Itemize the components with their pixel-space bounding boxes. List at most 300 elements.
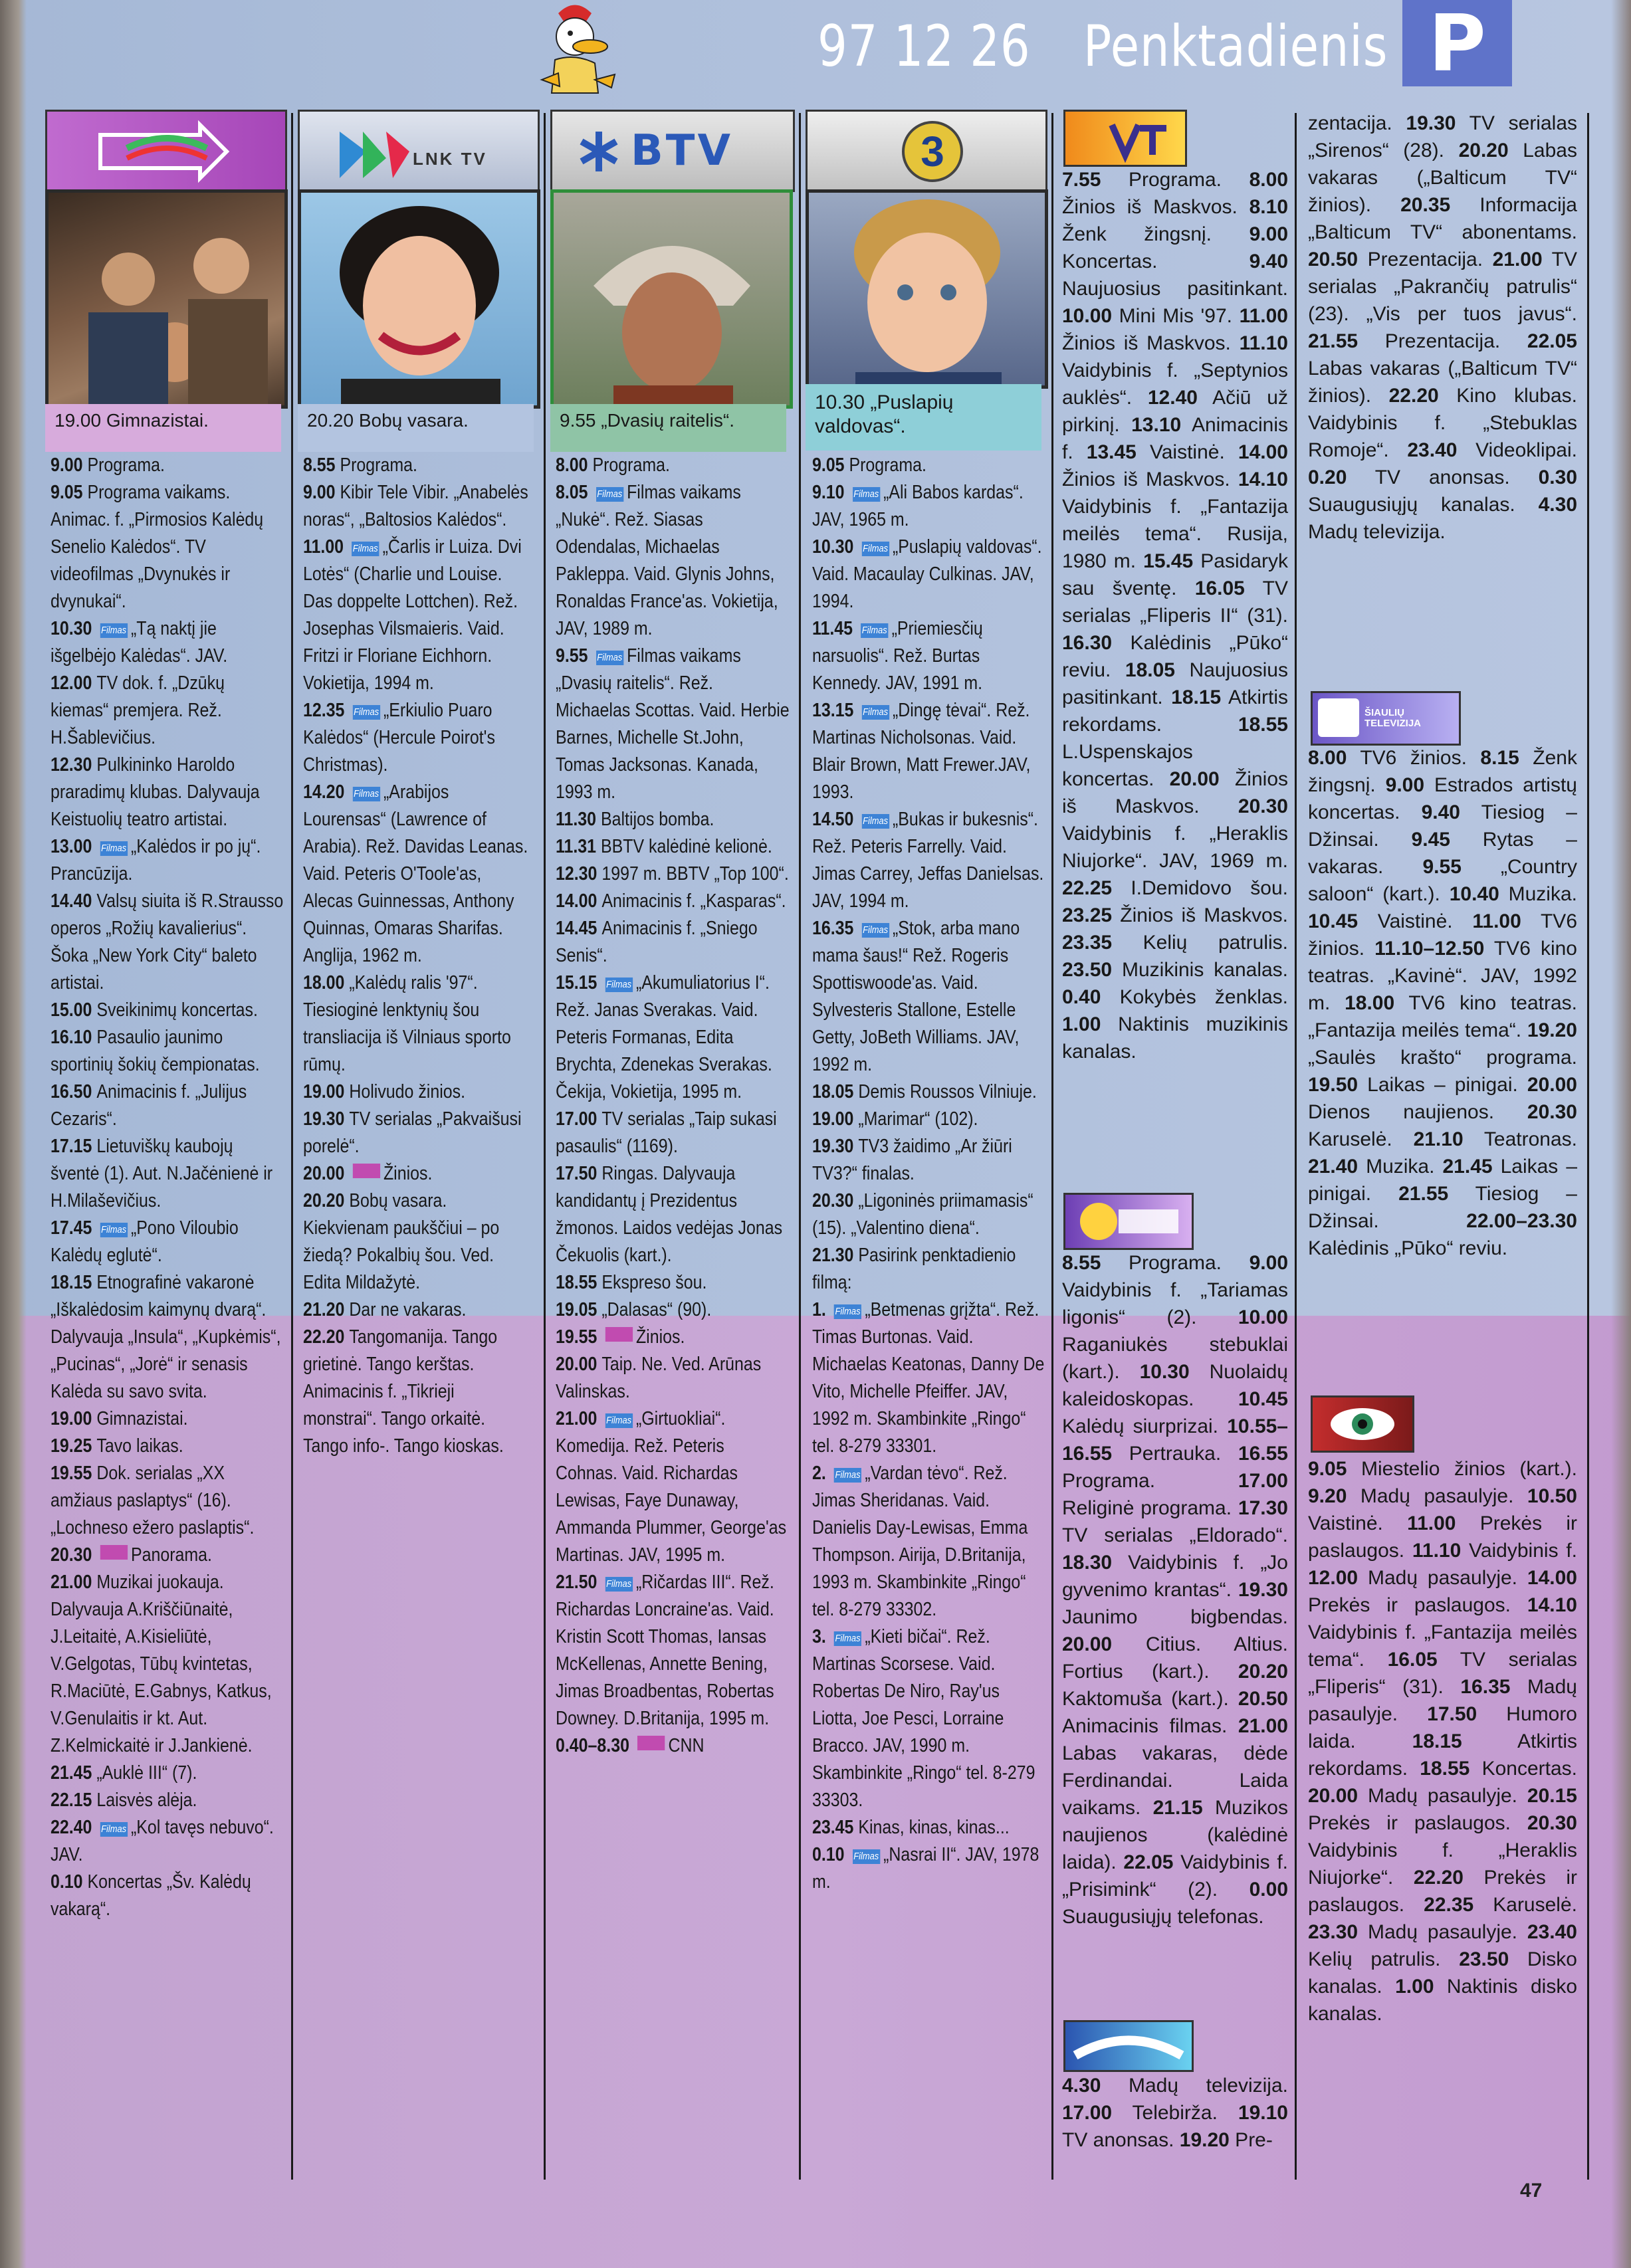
siauliu-logo-icon bbox=[1318, 698, 1359, 737]
program-time: 17.50 bbox=[556, 1163, 602, 1184]
program-title: Demis Roussos Vilniuje. bbox=[858, 1081, 1037, 1102]
filmas-badge-icon: Filmas bbox=[862, 705, 889, 720]
program-entry bbox=[812, 1296, 1047, 1460]
program-title: Pasaulio jaunimo sportinių šokių čempionatas. bbox=[51, 1027, 260, 1075]
program-time: 19.50 bbox=[1308, 1074, 1359, 1096]
filmas-badge-icon: Filmas bbox=[100, 1223, 128, 1237]
program-time: 9.20 bbox=[1308, 1485, 1347, 1507]
column-divider bbox=[799, 113, 801, 2180]
program-time: 10.00 bbox=[1062, 305, 1113, 327]
program-time: 20.20 bbox=[1458, 140, 1509, 161]
program-time: 23.40 bbox=[1407, 439, 1458, 461]
program-time: 12.40 bbox=[1147, 387, 1198, 409]
program-title: Animacinis f. „Kasparas“. bbox=[601, 890, 786, 912]
program-entry bbox=[51, 1569, 285, 1760]
program-time: 14.00 bbox=[556, 890, 602, 912]
program-title: TV dok. f. „Dzūkų kiemas“ premjera. Rež. H.Šablevičius. bbox=[51, 672, 225, 748]
program-time: 21.40 bbox=[1308, 1156, 1359, 1178]
program-time: 9.05 bbox=[1308, 1458, 1347, 1480]
lnk-photo-figure bbox=[301, 193, 537, 405]
program-time: 3. bbox=[812, 1626, 831, 1647]
duck-mascot-icon bbox=[518, 0, 631, 100]
program-title: „Dingę tėvai“. Rež. Martinas Nicholsonas. Vaid. Blair Brown, Matt Frewer.JAV, 1993. bbox=[812, 700, 1031, 803]
program-time: 19.10 bbox=[1238, 2102, 1288, 2124]
program-time: 20.20 bbox=[1238, 1661, 1288, 1683]
program-time: 0.40–8.30 bbox=[556, 1735, 634, 1756]
program-title: „Auklė III“ (7). bbox=[96, 1762, 197, 1784]
filmas-badge-icon: Filmas bbox=[596, 651, 623, 665]
program-time: 0.00 bbox=[1249, 1879, 1288, 1901]
program-entry bbox=[556, 1351, 790, 1405]
program-entry bbox=[812, 534, 1047, 615]
program-title: „Priemiesčių narsuolis“. Rež. Burtas Kennedy. JAV, 1991 m. bbox=[812, 618, 983, 694]
filmas-badge-icon: Filmas bbox=[834, 1468, 861, 1483]
siauliu-logo bbox=[1311, 691, 1461, 746]
program-title: Koncertas „Šv. Kalėdų vakarą“. bbox=[51, 1871, 251, 1920]
program-time: 13.10 bbox=[1131, 414, 1182, 436]
program-time: 23.45 bbox=[812, 1817, 859, 1838]
program-time: 19.30 bbox=[1406, 112, 1456, 134]
program-time: 20.20 bbox=[303, 1190, 350, 1211]
program-entry bbox=[556, 915, 790, 970]
program-title: Ringas. Dalyvauja kandidantų į Prezidentus žmonos. Laidos vedėjas Jonas Čekuolis (kart.). bbox=[556, 1163, 783, 1266]
program-entry bbox=[812, 806, 1047, 915]
program-title: Žinios. bbox=[635, 1326, 685, 1348]
program-title: Bobų vasara. Kiekvienam paukščiui – po žiedą? Pokalbių šou. Ved. Edita Mildažytė. bbox=[303, 1190, 500, 1293]
program-title: „Kieti bičai“. Rež. Martinas Scorsese. Vaid. Robertas De Niro, Ray'us Liotta, Joe Pesci, Lorraine Bracco. JAV, 1990 m. Skambinkite „Ringo“ tel. 8-279 33303. bbox=[812, 1626, 1035, 1811]
program-time: 11.10 bbox=[1412, 1540, 1462, 1562]
vtv-logo bbox=[1063, 110, 1187, 167]
filmas-badge-icon: Filmas bbox=[100, 623, 128, 638]
program-title: Kinas, kinas, kinas... bbox=[858, 1817, 1010, 1838]
program-time: 20.50 bbox=[1238, 1688, 1288, 1710]
program-time: 19.25 bbox=[51, 1435, 97, 1457]
program-entry bbox=[303, 970, 532, 1079]
program-time: 9.00 bbox=[51, 455, 88, 476]
program-time: 9.00 bbox=[1385, 774, 1425, 796]
program-time: 17.00 bbox=[1238, 1470, 1288, 1492]
program-time: 10.30 bbox=[51, 618, 97, 639]
program-title: Etnografinė vakaronė „Iškalėdosim kaimynų dvarą“. Dalyvauja „Insula“, „Kupkėmis“, „Pucinas“, „Jorė“ ir senasis Kalėda su savo svita. bbox=[51, 1272, 281, 1402]
program-time: 19.30 bbox=[303, 1108, 350, 1130]
filmas-badge-icon: Filmas bbox=[862, 923, 889, 938]
btv-photo bbox=[550, 189, 793, 409]
filmas-badge-icon: Filmas bbox=[352, 542, 379, 556]
program-time: 19.00 bbox=[51, 1408, 97, 1429]
program-time: 11.45 bbox=[812, 618, 857, 639]
filmas-badge-icon: Filmas bbox=[861, 623, 888, 638]
program-entry bbox=[556, 1405, 790, 1569]
program-title: Programa. bbox=[592, 455, 670, 476]
program-entry bbox=[812, 1242, 1047, 1296]
program-time: 9.00 bbox=[303, 482, 340, 503]
program-title: Laisvės alėja. bbox=[96, 1790, 197, 1811]
program-time: 20.30 bbox=[51, 1544, 97, 1566]
program-entry bbox=[556, 806, 790, 833]
program-entry bbox=[812, 1841, 1047, 1896]
program-title: „Ričardas III“. Rež. Richardas Loncraine'as. Vaid. Kristin Scott Thomas, Iansas McKellenas, Annette Bening, Jimas Broadbentas, Robertas Downey. D.Britanija, 1995 m. bbox=[556, 1572, 774, 1729]
program-title: „Arabijos Lourensas“ (Lawrence of Arabia). Rež. Davidas Leanas. Vaid. Peteris O'Toole'as, Alecas Guinnessas, Anthony Quinnas, Omaras Sharifas. Anglija, 1962 m. bbox=[303, 781, 528, 966]
program-time: 18.00 bbox=[303, 972, 350, 993]
program-time: 17.45 bbox=[51, 1217, 97, 1239]
program-title: Programa. bbox=[849, 455, 926, 476]
program-time: 22.05 bbox=[1527, 330, 1577, 352]
lnk-logo-label: LNK TV bbox=[413, 149, 487, 169]
btv-logo-label: BTV bbox=[631, 126, 733, 175]
program-title: „Marimar“ (102). bbox=[858, 1108, 978, 1130]
program-title: BBTV kalėdinė kelionė. bbox=[600, 836, 772, 857]
tv3-headline: 10.30 „Puslapių valdovas“. bbox=[806, 384, 1041, 451]
program-entry bbox=[812, 1187, 1047, 1242]
filmas-badge-icon: Filmas bbox=[853, 1849, 880, 1864]
program-time: 14.40 bbox=[51, 890, 97, 912]
program-title: Ekspreso šou. bbox=[601, 1272, 707, 1293]
program-title: „Kalėdos ir po jų“. Prancūzija. bbox=[51, 836, 261, 884]
program-title: Tavo laikas. bbox=[96, 1435, 183, 1457]
lnk-logo bbox=[298, 110, 540, 192]
program-title: „Bukas ir bukesnis“. Rež. Peteris Farrelly. Vaid. Jimas Carrey, Jeffas Danielsas. JAV, 1994 m. bbox=[812, 809, 1044, 912]
program-time: 21.45 bbox=[1442, 1156, 1493, 1178]
program-time: 9.05 bbox=[812, 455, 849, 476]
program-entry bbox=[812, 452, 1047, 479]
program-entry bbox=[51, 615, 285, 670]
program-title: Holivudo žinios. bbox=[349, 1081, 466, 1102]
daile-logo bbox=[1311, 1395, 1414, 1453]
program-time: 13.15 bbox=[812, 700, 859, 721]
program-title: „Dalasas“ (90). bbox=[601, 1299, 712, 1320]
tv3-logo-label: 3 bbox=[902, 121, 963, 182]
program-time: 22.15 bbox=[51, 1790, 97, 1811]
program-time: 9.40 bbox=[1421, 801, 1460, 823]
program-time: 18.00 bbox=[1345, 992, 1395, 1014]
program-entry bbox=[303, 779, 532, 970]
program-title: Valsų siuita iš R.Strausso operos „Rožių kavalierius“. Šoka „New York City“ baleto artistai. bbox=[51, 890, 284, 993]
lnk-listing bbox=[303, 452, 532, 1460]
program-time: 10.00 bbox=[1238, 1306, 1288, 1328]
filmas-badge-icon: Filmas bbox=[853, 487, 880, 502]
program-time: 21.00 bbox=[1492, 249, 1543, 270]
program-entry bbox=[556, 833, 790, 861]
program-time: 20.00 bbox=[1527, 1074, 1577, 1096]
program-time: 19.00 bbox=[812, 1108, 859, 1130]
program-time: 21.30 bbox=[812, 1245, 859, 1266]
program-time: 20.00 bbox=[1308, 1785, 1359, 1807]
program-time: 9.00 bbox=[1249, 223, 1288, 245]
program-time: 20.50 bbox=[1308, 249, 1359, 270]
program-time: 12.00 bbox=[1308, 1567, 1359, 1589]
program-time: 16.05 bbox=[1194, 577, 1245, 599]
program-time: 20.00 bbox=[556, 1354, 602, 1375]
program-time: 10.45 bbox=[1308, 910, 1359, 932]
program-entry bbox=[51, 1133, 285, 1215]
program-entry bbox=[556, 970, 790, 1106]
program-entry bbox=[51, 752, 285, 833]
program-entry bbox=[556, 1160, 790, 1269]
program-entry bbox=[51, 1814, 285, 1869]
program-entry bbox=[556, 888, 790, 915]
program-time: 14.20 bbox=[303, 781, 350, 803]
program-time: 17.00 bbox=[1062, 2102, 1113, 2124]
program-entry bbox=[812, 1814, 1047, 1841]
program-time: 13.00 bbox=[51, 836, 97, 857]
program-time: 10.30 bbox=[1139, 1361, 1190, 1383]
program-time: 22.20 bbox=[303, 1326, 350, 1348]
program-title: TV serialas „Taip sukasi pasaulis“ (1169). bbox=[556, 1108, 777, 1157]
program-title: Animacinis f. „Julijus Cezaris“. bbox=[51, 1081, 247, 1130]
program-title: TV3 žaidimo „Ar žiūri TV3?“ finalas. bbox=[812, 1136, 1012, 1184]
column-divider bbox=[544, 113, 546, 2180]
program-entry bbox=[812, 1106, 1047, 1133]
filmas-badge-icon: Filmas bbox=[862, 814, 889, 829]
program-entry bbox=[812, 615, 1047, 697]
tv3-photo-figure bbox=[809, 193, 1045, 385]
filmas-badge-icon: Filmas bbox=[353, 787, 380, 801]
filmas-badge-icon bbox=[605, 1327, 633, 1342]
program-entry bbox=[556, 861, 790, 888]
program-time: 21.55 bbox=[1398, 1183, 1449, 1205]
program-time: 4.30 bbox=[1538, 494, 1577, 516]
date: 97 12 26 bbox=[817, 13, 1031, 80]
program-time: 21.45 bbox=[51, 1762, 97, 1784]
program-time: 23.35 bbox=[1062, 932, 1113, 954]
btv-headline: 9.55 „Dvasių raitelis“. bbox=[550, 404, 786, 452]
program-entry bbox=[812, 697, 1047, 806]
ltv-logo bbox=[45, 110, 287, 192]
program-entry bbox=[51, 1460, 285, 1542]
btv-photo-figure bbox=[554, 193, 790, 405]
program-time: 20.30 bbox=[1527, 1101, 1577, 1123]
program-time: 8.05 bbox=[556, 482, 593, 503]
program-time: 0.20 bbox=[1308, 466, 1347, 488]
program-time: 22.05 bbox=[1123, 1851, 1174, 1873]
program-entry bbox=[556, 479, 790, 643]
column-divider bbox=[1295, 113, 1297, 2180]
program-title: „Betmenas grįžta“. Rež. Timas Burtonas. Vaid. Michaelas Keatonas, Danny De Vito, Michelle Pfeiffer. JAV, 1992 m. Skambinkite „Ringo“ tel. 8-279 33301. bbox=[812, 1299, 1045, 1457]
program-entry bbox=[51, 1405, 285, 1433]
program-time: 11.31 bbox=[556, 836, 601, 857]
program-title: Lietuviškų kaubojų šventė (1). Aut. N.Jačėnienė ir H.Milaševičius. bbox=[51, 1136, 273, 1211]
program-title: „Kol tavęs nebuvo“. JAV. bbox=[51, 1817, 274, 1865]
program-time: 9.55 bbox=[556, 645, 593, 667]
program-time: 20.30 bbox=[1527, 1812, 1577, 1834]
program-title: „Erkiulio Puaro Kalėdos“ (Hercule Poirot's Christmas). bbox=[303, 700, 495, 775]
vtv-listing: 7.55 Programa. 8.00 Žinios iš Maskvos. 8.10 Ženk žingsnį. 9.00 Koncertas. 9.40 Naujuosius pasitinkant. 10.00 Mini Mis '97. 11.00 Žinios iš Maskvos. 11.10 Vaidybinis f. „Septynios auklės“. 12.40 Ačiū už pirkinį. 13.10 Animacinis f. 13.45 Vaistinė. 14.00 Žinios iš Maskvos. 14.10 Vaidybinis f. „Fantazija meilės tema“. Rusija, 1980 m. 15.45 Pasidaryk sau šventę. 16.05 TV serialas „Fliperis II“ (31). 16.30 Kalėdinis „Pūko“ reviu. 18.05 Naujuosius pasitinkant. 18.15 Atkirtis rekordams. 18.55 L.Uspenskajos koncertas. 20.00 Žinios iš Maskvos. 20.30 Vaidybinis f. „Heraklis Niujorke“. JAV, 1969 m. 22.25 I.Demidovo šou. 23.25 Žinios iš Maskvos. 23.35 Kelių patrulis. 23.50 Muzikinis kanalas. 0.40 Kokybės ženklas. 1.00 Naktinis muzikinis kanalas. bbox=[1062, 169, 1289, 1063]
program-time: 22.20 bbox=[1388, 385, 1439, 407]
program-title: Gimnazistai. bbox=[96, 1408, 188, 1429]
program-title: Dok. serialas „XX amžiaus paslaptys“ (16). „Lochneso ežero paslaptis“. bbox=[51, 1463, 255, 1538]
program-time: 12.35 bbox=[303, 700, 350, 721]
program-time: 11.00 bbox=[1239, 305, 1288, 327]
weekday: Penktadienis bbox=[1083, 13, 1388, 80]
program-time: 16.10 bbox=[51, 1027, 97, 1048]
program-title: CNN bbox=[668, 1735, 705, 1756]
program-time: 11.10 bbox=[1239, 332, 1288, 354]
program-title: Žinios. bbox=[383, 1163, 433, 1184]
program-time: 11.00 bbox=[1407, 1512, 1456, 1534]
program-time: 4.30 bbox=[1062, 2075, 1101, 2097]
program-entry bbox=[51, 833, 285, 888]
program-title: Filmas vaikams „Dvasių raitelis“. Rež. Michaelas Scottas. Vaid. Herbie Barnes, Michelle St.John, Tomas Jacksonas. Kanada, 1993 m. bbox=[556, 645, 790, 803]
filmas-badge-icon: Filmas bbox=[834, 1631, 861, 1646]
lnk-photo bbox=[298, 189, 540, 409]
program-entry bbox=[51, 1542, 285, 1569]
program-entry bbox=[51, 1760, 285, 1787]
program-title: „Pono Viloubio Kalėdų eglutė“. bbox=[51, 1217, 239, 1266]
program-time: 0.40 bbox=[1062, 986, 1101, 1008]
program-entry bbox=[303, 1079, 532, 1106]
program-time: 14.00 bbox=[1527, 1567, 1577, 1589]
btv-logo bbox=[550, 110, 795, 192]
program-time: 21.55 bbox=[1308, 330, 1359, 352]
program-time: 22.40 bbox=[51, 1817, 97, 1838]
vtv-logo-icon bbox=[1065, 112, 1185, 165]
program-entry bbox=[51, 1024, 285, 1079]
program-title: Taip. Ne. Ved. Arūnas Valinskas. bbox=[556, 1354, 762, 1402]
vilsat-listing: 8.55 Programa. 9.00 Vaidybinis f. „Tariamas ligonis“ (2). 10.00 Raganiukės stebuklai (kart.). 10.30 Nuolaidų kaleidoskopas. 10.45 Kalėdų siurprizai. 10.55–16.55 Pertrauka. 16.55 Programa. 17.00 Religinė programa. 17.30 TV serialas „Eldorado“. 18.30 Vaidybinis f. „Jo gyvenimo krantas“. 19.30 Jaunimo bigbendas. 20.00 Citius. Altius. Fortius (kart.). 20.20 Kaktomuša (kart.). 20.50 Animacinis filmas. 21.00 Labas vakaras, dėde Ferdinandai. Laida vaikams. 21.15 Muzikos naujienos (kalėdinė laida). 22.05 Vaidybinis f. „Prisimink“ (2). 0.00 Suaugusiųjų telefonas. bbox=[1062, 1252, 1289, 1928]
program-time: 19.55 bbox=[51, 1463, 97, 1484]
program-time: 23.50 bbox=[1062, 959, 1113, 981]
balticum-listing: 4.30 Madų televizija. 17.00 Telebirža. 19.10 TV anonsas. 19.20 Pre- bbox=[1062, 2075, 1288, 2151]
program-time: 18.15 bbox=[1171, 686, 1222, 708]
program-title: Programa. bbox=[340, 455, 417, 476]
filmas-badge-icon: Filmas bbox=[862, 542, 889, 556]
program-entry bbox=[812, 1079, 1047, 1106]
program-entry bbox=[812, 479, 1047, 534]
filmas-badge-icon: Filmas bbox=[605, 1577, 633, 1592]
program-time: 9.40 bbox=[1249, 251, 1288, 272]
program-title: „Stok, arba mano mama šaus!“ Rež. Rogeris Spottiswoode'as. Vaid. Sylvesteris Stallone, Estelle Getty, JoBeth Williams. JAV, 1992 m. bbox=[812, 918, 1020, 1075]
program-title: Programa. bbox=[87, 455, 165, 476]
filmas-badge-icon: Filmas bbox=[605, 978, 633, 992]
program-title: Baltijos bomba. bbox=[600, 809, 714, 830]
program-time: 0.10 bbox=[51, 1871, 88, 1893]
program-title: TV serialas „Pakvaišusi porelė“. bbox=[303, 1108, 522, 1157]
program-entry bbox=[51, 888, 285, 997]
program-time: 8.00 bbox=[556, 455, 593, 476]
program-time: 19.00 bbox=[303, 1081, 350, 1102]
program-entry bbox=[51, 1079, 285, 1133]
filmas-badge-icon: Filmas bbox=[100, 1822, 128, 1837]
program-time: 14.45 bbox=[556, 918, 602, 939]
program-entry bbox=[303, 697, 532, 779]
program-time: 23.30 bbox=[1308, 1921, 1359, 1943]
tv3-photo bbox=[806, 189, 1048, 389]
program-time: 23.40 bbox=[1527, 1921, 1577, 1943]
program-title: Tangomanija. Tango grietinė. Tango kerštas. Animacinis f. „Tikrieji monstrai“. Tango orkaitė. Tango info-. Tango kioskas. bbox=[303, 1326, 504, 1457]
program-time: 16.05 bbox=[1387, 1649, 1438, 1671]
eye-icon bbox=[1313, 1397, 1412, 1451]
program-entry bbox=[556, 1296, 790, 1324]
program-time: 14.10 bbox=[1527, 1594, 1577, 1616]
program-title: Dar ne vakaras. bbox=[349, 1299, 467, 1320]
program-time: 16.30 bbox=[1062, 632, 1113, 654]
program-entry bbox=[51, 997, 285, 1024]
filmas-badge-icon: Filmas bbox=[605, 1413, 633, 1428]
filmas-badge-icon: Filmas bbox=[834, 1304, 861, 1319]
program-title: „Girtuokliai“. Komedija. Rež. Peteris Cohnas. Vaid. Richardas Lewisas, Faye Dunaway, Ammanda Plummer, George'as Martinas. JAV, 1995 m. bbox=[556, 1408, 787, 1566]
program-time: 8.15 bbox=[1480, 747, 1519, 769]
program-entry bbox=[556, 452, 790, 479]
program-time: 18.15 bbox=[51, 1272, 97, 1293]
program-time: 11.00 bbox=[303, 536, 348, 558]
page-number: 47 bbox=[1520, 2180, 1543, 2202]
program-title: Muzikai juokauja. Dalyvauja A.Kriščiūnaitė, J.Leitaitė, A.Kisieliūtė, V.Gelgotas, Tūbų kvintetas, R.Maciūtė, E.Gabnys, Katkus, V.Genulaitis ir kt. Aut. Z.Kelmickaitė ir J.Jankienė. bbox=[51, 1572, 272, 1756]
program-time: 18.30 bbox=[1062, 1552, 1113, 1574]
program-title: „Akumuliatorius I“. Rež. Janas Sverakas. Vaid. Peteris Formanas, Edita Brychta, Zdenekas Sverakas. Čekija, Vokietija, 1995 m. bbox=[556, 972, 772, 1102]
program-time: 19.55 bbox=[556, 1326, 602, 1348]
program-time: 21.10 bbox=[1413, 1128, 1464, 1150]
program-entry bbox=[303, 1106, 532, 1160]
tv3-logo bbox=[806, 110, 1047, 192]
program-time: 19.05 bbox=[556, 1299, 602, 1320]
program-title: „Ali Babos kardas“. JAV, 1965 m. bbox=[812, 482, 1024, 530]
program-time: 0.30 bbox=[1538, 466, 1577, 488]
program-time: 10.55–16.55 bbox=[1062, 1415, 1288, 1465]
program-time: 1.00 bbox=[1062, 1013, 1101, 1035]
program-time: 20.00 bbox=[303, 1163, 350, 1184]
program-time: 20.30 bbox=[1238, 795, 1288, 817]
ltv-headline: 19.00 Gimnazistai. bbox=[45, 404, 281, 452]
siauliu-listing: 8.00 TV6 žinios. 8.15 Ženk žingsnį. 9.00 Estrados artistų koncertas. 9.40 Tiesiog – Džinsai. 9.45 Rytas – vakaras. 9.55 „Country saloon“ (kart.). 10.40 Muzika. 10.45 Vaistinė. 11.00 TV6 žinios. 11.10–12.50 TV6 kino teatras. „Kavinė“. JAV, 1992 m. 18.00 TV6 kino teatras. „Fantazija meilės tema“. 19.20 „Saulės krašto“ programa. 19.50 Laikas – pinigai. 20.00 Dienos naujienos. 20.30 Karuselė. 21.10 Teatronas. 21.40 Muzika. 21.45 Laikas – pinigai. 21.55 Tiesiog – Džinsai. 22.00–23.30 Kalėdinis „Pūko“ reviu. bbox=[1308, 747, 1578, 1259]
balticum-logo-icon bbox=[1065, 2022, 1192, 2070]
program-title: „Kalėdų ralis '97“. Tiesioginė lenktynių šou transliacija iš Vilniaus sporto rūmų. bbox=[303, 972, 511, 1075]
day-letter-badge: P bbox=[1402, 0, 1512, 86]
program-time: 8.00 bbox=[1308, 747, 1347, 769]
program-time: 22.35 bbox=[1424, 1894, 1474, 1916]
program-time: 8.55 bbox=[303, 455, 340, 476]
program-time: 23.50 bbox=[1459, 1948, 1509, 1970]
program-time: 13.45 bbox=[1086, 441, 1137, 463]
program-time: 15.15 bbox=[556, 972, 602, 993]
program-time: 17.00 bbox=[556, 1108, 602, 1130]
program-title: Filmas vaikams „Nukė“. Rež. Siasas Odendalas, Michaelas Pakleppa. Vaid. Glynis Johns, Ronaldas France'as. Vokietija, JAV, 1989 m. bbox=[556, 482, 778, 639]
tv3-listing bbox=[812, 452, 1047, 1896]
program-entry bbox=[556, 1106, 790, 1160]
program-time: 10.40 bbox=[1449, 883, 1499, 905]
program-title: 1997 m. BBTV „Top 100“. bbox=[601, 863, 789, 884]
program-time: 16.50 bbox=[51, 1081, 97, 1102]
program-title: Animacinis f. „Sniego Senis“. bbox=[556, 918, 758, 966]
program-time: 12.30 bbox=[51, 754, 97, 775]
program-entry bbox=[556, 643, 790, 806]
program-time: 11.10–12.50 bbox=[1374, 938, 1485, 960]
program-entry bbox=[51, 1215, 285, 1269]
btv-listing bbox=[556, 452, 790, 1760]
program-entry bbox=[303, 1187, 532, 1296]
daile-listing: 9.05 Miestelio žinios (kart.). 9.20 Madų pasaulyje. 10.50 Vaistinė. 11.00 Prekės ir paslaugos. 11.10 Vaidybinis f. 12.00 Madų pasaulyje. 14.00 Prekės ir paslaugos. 14.10 Vaidybinis f. „Fantazija meilės tema“. 16.05 TV serialas „Fliperis“ (31). 16.35 Madų pasaulyje. 17.50 Humoro laida. 18.15 Atkirtis rekordams. 18.55 Koncertas. 20.00 Madų pasaulyje. 20.15 Prekės ir paslaugos. 20.30 Vaidybinis f. „Heraklis Niujorke“. 22.20 Prekės ir paslaugos. 22.35 Karuselė. 23.30 Madų pasaulyje. 23.40 Kelių patrulis. 23.50 Disko kanalas. 1.00 Naktinis disko kanalas. bbox=[1308, 1458, 1578, 2025]
program-time: 8.10 bbox=[1249, 196, 1288, 218]
program-title: „Ligoninės priimamasis“ (15). „Valentino diena“. bbox=[812, 1190, 1033, 1239]
program-entry bbox=[556, 1269, 790, 1296]
program-time: 16.35 bbox=[1460, 1676, 1511, 1698]
program-time: 1. bbox=[812, 1299, 831, 1320]
filmas-badge-icon: Filmas bbox=[353, 705, 380, 720]
program-time: 14.50 bbox=[812, 809, 859, 830]
program-time: 8.00 bbox=[1249, 169, 1288, 191]
program-time: 20.30 bbox=[812, 1190, 859, 1211]
program-time: 2. bbox=[812, 1463, 831, 1484]
program-time: 20.00 bbox=[1169, 768, 1220, 790]
program-title: „Puslapių valdovas“. Vaid. Macaulay Culkinas. JAV, 1994. bbox=[812, 536, 1042, 612]
vilsat-logo bbox=[1063, 1193, 1194, 1250]
program-time: 14.10 bbox=[1238, 468, 1288, 490]
filmas-badge-icon: Filmas bbox=[596, 487, 623, 502]
program-time: 21.00 bbox=[51, 1572, 97, 1593]
program-title: „Čarlis ir Luiza. Dvi Lotės“ (Charlie und Louise. Das doppelte Lottchen). Rež. Josephas Vilsmaieris. Vaid. Fritzi ir Floriane Eichhorn. Vokietija, 1994 m. bbox=[303, 536, 522, 694]
program-time: 18.55 bbox=[1420, 1758, 1470, 1780]
program-entry bbox=[303, 452, 532, 479]
program-entry bbox=[812, 1133, 1047, 1187]
